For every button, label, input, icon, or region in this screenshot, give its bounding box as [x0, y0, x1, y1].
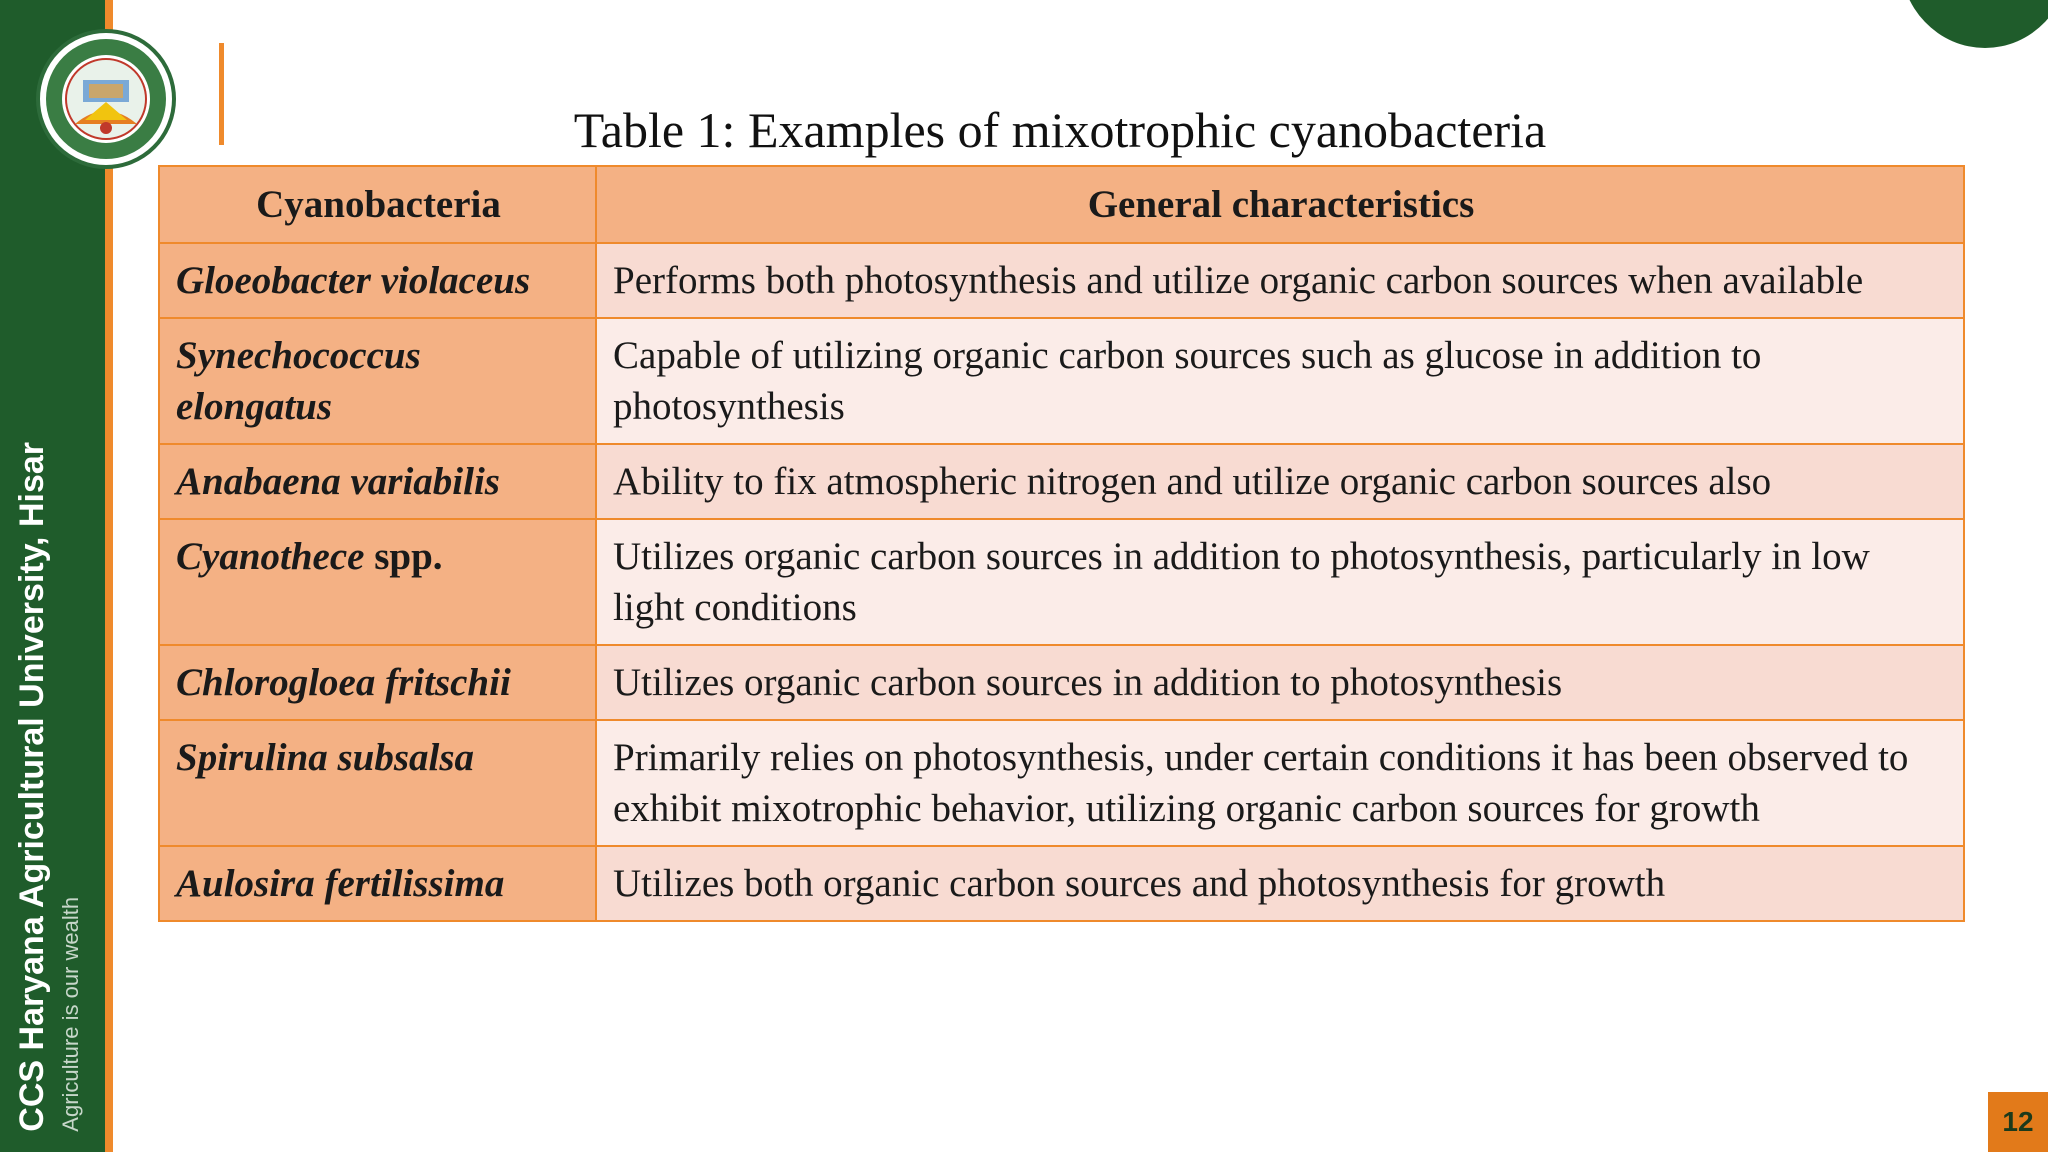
table-row	[159, 444, 1964, 519]
university-motto: Agriculture is our wealth	[58, 897, 83, 1132]
characteristics-cell: Capable of utilizing organic carbon sources such as glucose in addition to photosynthesis	[596, 318, 1964, 444]
sidebar-accent-stripe	[105, 0, 113, 1152]
species-suffix: spp.	[364, 535, 443, 578]
species-cell	[159, 318, 596, 444]
species-name: Chlorogloea fritschii	[176, 661, 511, 704]
table-row	[159, 846, 1964, 921]
table-title: Table 1: Examples of mixotrophic cyanobacteria	[573, 102, 1547, 158]
characteristics-cell: Utilizes organic carbon sources in addition to photosynthesis, particularly in low light conditions	[596, 519, 1964, 645]
table-row	[159, 243, 1964, 318]
characteristics-cell: Ability to fix atmospheric nitrogen and utilize organic carbon sources also	[596, 444, 1964, 519]
species-name: Aulosira fertilissima	[176, 862, 505, 905]
characteristics-cell: Performs both photosynthesis and utilize organic carbon sources when available	[596, 243, 1964, 318]
characteristics-cell: Utilizes organic carbon sources in addition to photosynthesis	[596, 645, 1964, 720]
species-cell	[159, 645, 596, 720]
species-name: Synechococcus elongatus	[176, 334, 421, 428]
sidebar	[0, 0, 105, 1152]
corner-decoration	[1900, 0, 2048, 48]
species-cell	[159, 846, 596, 921]
page-number: 12	[1988, 1092, 2048, 1152]
table-header-row	[159, 166, 1964, 243]
species-cell	[159, 243, 596, 318]
university-name: CCS Haryana Agricultural University, Hisar	[13, 442, 51, 1132]
table-row	[159, 720, 1964, 846]
header-cyanobacteria: Cyanobacteria	[159, 166, 596, 243]
characteristics-cell: Primarily relies on photosynthesis, under certain conditions it has been observed to exhibit mixotrophic behavior, utilizing organic carbon sources for growth	[596, 720, 1964, 846]
species-name: Anabaena variabilis	[176, 460, 500, 503]
species-cell	[159, 519, 596, 645]
characteristics-cell: Utilizes both organic carbon sources and photosynthesis for growth	[596, 846, 1964, 921]
cyanobacteria-table	[158, 165, 1965, 922]
species-name: Cyanothece	[176, 535, 365, 578]
species-cell	[159, 444, 596, 519]
species-name: Spirulina subsalsa	[176, 736, 475, 779]
table-row	[159, 519, 1964, 645]
species-cell	[159, 720, 596, 846]
species-name: Gloeobacter violaceus	[176, 259, 531, 302]
table-row	[159, 645, 1964, 720]
sidebar-text	[12, 442, 90, 1132]
table-row	[159, 318, 1964, 444]
header-characteristics: General characteristics	[596, 166, 1964, 243]
